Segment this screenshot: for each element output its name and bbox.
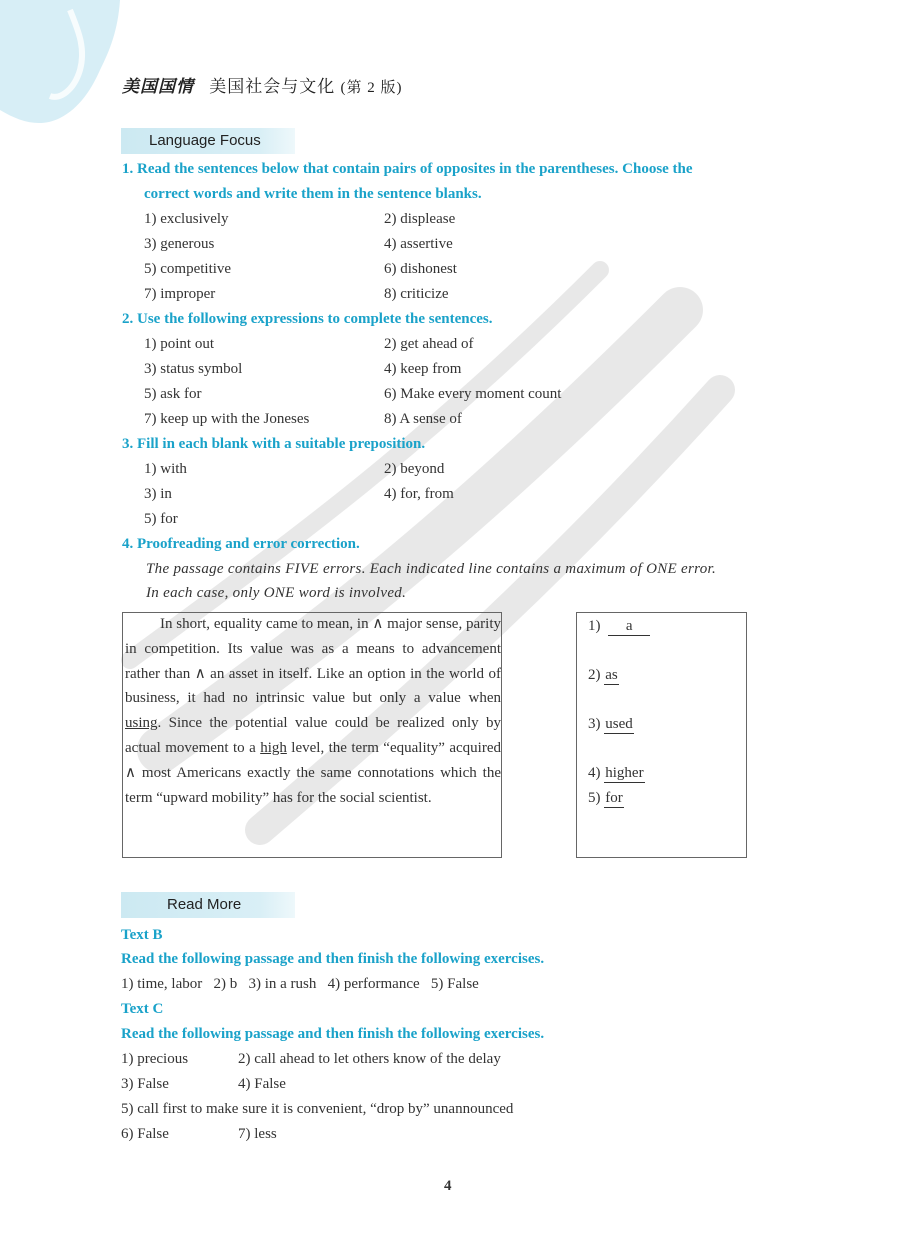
answer-item: 4) False: [238, 1076, 286, 1092]
correction-answer: [588, 790, 624, 808]
answer-item: 2) call ahead to let others know of the delay: [238, 1051, 501, 1067]
answer-item: 3) in: [144, 486, 172, 502]
answer-box: [576, 612, 747, 858]
answer-item: 3) False: [121, 1076, 169, 1092]
answer-item: 8) criticize: [384, 286, 449, 302]
answer-item: 5) for: [144, 511, 178, 527]
answer-item: 5) competitive: [144, 261, 232, 277]
answer-item: 5) ask for: [144, 386, 202, 402]
section-tab-language-focus: [121, 128, 295, 154]
text-b-title: Text B: [121, 927, 163, 943]
section-tab-label: Read More: [167, 896, 242, 913]
question-4-title: 4. Proofreading and error correction.: [122, 536, 360, 552]
text-c-title: Text C: [121, 1001, 164, 1017]
answer-item: 3) status symbol: [144, 361, 243, 377]
correction-answer: [588, 716, 634, 734]
answer-item: 5) call first to make sure it is convenient, “drop by” unannounced: [121, 1101, 514, 1117]
answer-item: 1) point out: [144, 336, 214, 352]
passage-text: level, the term “equality” acquired ∧ most Americans exactly the same connotations which the term “upward mobility” has for the social scientist.: [125, 739, 502, 806]
header-title: 美国社会与文化: [209, 77, 336, 96]
answer-label: 1): [588, 618, 601, 634]
answer-item: 2) displease: [384, 211, 456, 227]
answer-item: 1) precious: [121, 1051, 189, 1067]
answer-label: 5): [588, 790, 601, 806]
answer-value: higher: [605, 765, 644, 781]
corner-decoration: [0, 0, 140, 140]
correction-answer: [588, 765, 645, 783]
question-2-title: 2. Use the following expressions to complete the sentences.: [122, 311, 493, 327]
answer-label: 3): [588, 716, 601, 732]
answer-item: 2) beyond: [384, 461, 445, 477]
correction-answer: [588, 667, 619, 685]
question-1-title-cont: correct words and write them in the sentence blanks.: [144, 186, 482, 202]
answer-item: 4) assertive: [384, 236, 453, 252]
running-header: [122, 72, 403, 97]
passage-text: In short, equality came to mean, in ∧ major sense, parity in competition. Its value was as a means to advancement rather than ∧ an asset in itself. Like an option in the world of business, it had no intrinsic value but only a value when: [125, 616, 501, 707]
question-3-title: 3. Fill in each blank with a suitable preposition.: [122, 436, 426, 452]
text-b-instruction: Read the following passage and then finish the following exercises.: [121, 951, 545, 967]
answer-item: 7) improper: [144, 286, 216, 302]
answer-item: 6) Make every moment count: [384, 386, 562, 402]
answer-item: 7) keep up with the Joneses: [144, 411, 310, 427]
answer-item: 4) keep from: [384, 361, 462, 377]
question-1-title: 1. Read the sentences below that contain pairs of opposites in the parentheses. Choose the: [122, 161, 693, 177]
passage-underlined-word: high: [260, 739, 287, 756]
answer-item: 1) exclusively: [144, 211, 229, 227]
correction-answer: [588, 618, 650, 636]
text-b-answers: 1) time, labor 2) b 3) in a rush 4) performance 5) False: [121, 976, 479, 992]
header-brand: 美国国情: [122, 77, 194, 97]
page-number: 4: [444, 1178, 452, 1194]
answer-item: 2) get ahead of: [384, 336, 474, 352]
answer-value: as: [605, 667, 618, 683]
answer-value: a: [608, 618, 650, 636]
text-c-instruction: Read the following passage and then finish the following exercises.: [121, 1026, 545, 1042]
answer-item: 1) with: [144, 461, 187, 477]
proofreading-passage: [125, 612, 501, 810]
answer-item: 6) False: [121, 1126, 169, 1142]
answer-value: for: [605, 790, 623, 806]
passage-text: . Since the potential value could be realized only by actual movement to a: [125, 715, 501, 756]
header-edition: (第 2 版): [340, 80, 403, 96]
answer-item: 4) for, from: [384, 486, 454, 502]
answer-label: 4): [588, 765, 601, 781]
section-tab-label: Language Focus: [149, 132, 261, 149]
answer-value: used: [605, 716, 633, 732]
question-4-instruction-cont: In each case, only ONE word is involved.: [146, 585, 407, 601]
section-tab-read-more: [121, 892, 295, 918]
answer-label: 2): [588, 667, 601, 683]
question-4-instruction: The passage contains FIVE errors. Each indicated line contains a maximum of ONE error.: [146, 561, 717, 577]
answer-item: 7) less: [238, 1126, 277, 1142]
answer-item: 6) dishonest: [384, 261, 457, 277]
passage-underlined-word: using: [125, 715, 158, 732]
answer-item: 3) generous: [144, 236, 215, 252]
answer-item: 8) A sense of: [384, 411, 462, 427]
